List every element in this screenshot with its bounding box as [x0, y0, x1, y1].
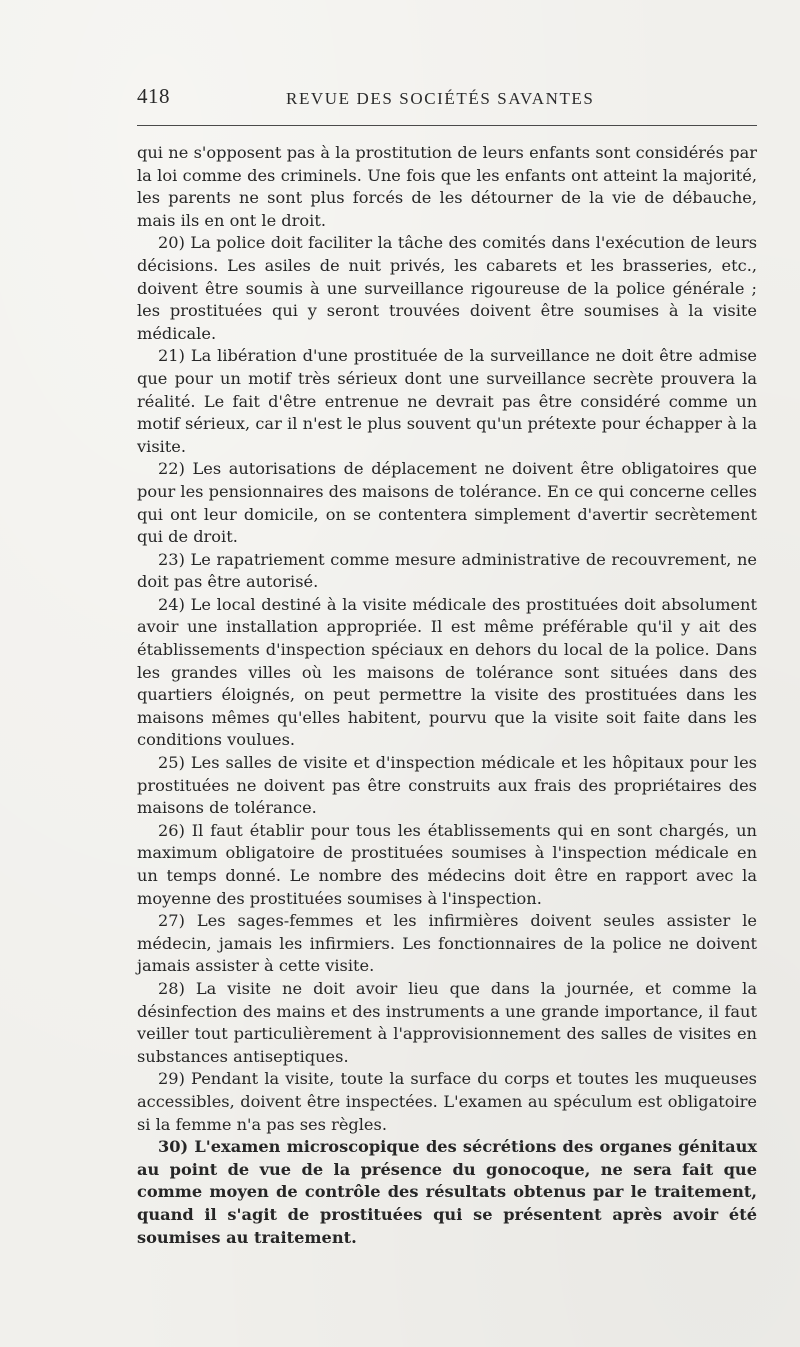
paragraph-item-20: 20) La police doit faciliter la tâche des comités dans l'exécution de leurs décisions. Les asiles de nuit privés, les cabarets et les brasseries, etc., doivent être soumis à une surveillance rigoureuse de la police générale ; les prostituées qui y seront trouvées doivent être soumises à la visite médicale. — [137, 233, 757, 343]
page-header — [137, 84, 755, 114]
paragraph-item-29: 29) Pendant la visite, toute la surface du corps et toutes les muqueuses accessibles, doivent être inspectées. L'examen au spéculum est obligatoire si la femme n'a pas ses règles. — [137, 1069, 757, 1134]
running-head: REVUE DES SOCIÉTÉS SAVANTES — [286, 89, 595, 108]
header-rule — [137, 125, 757, 126]
page-number: 418 — [137, 84, 170, 108]
paragraph-item-22: 22) Les autorisations de déplacement ne doivent être obligatoires que pour les pensionnaires des maisons de tolérance. En ce qui concerne celles qui ont leur domicile, on se contentera simplement d'avertir secrètement qui de droit. — [137, 459, 757, 547]
paragraph-item-24: 24) Le local destiné à la visite médicale des prostituées doit absolument avoir une installation appropriée. Il est même préférable qu'il y ait des établissements d'inspection spéciaux en dehors du local de la police. Dans les grandes villes où les maisons de tolérance sont situées dans des quartiers éloignés, on peut permettre la visite des prostituées dans les maisons mêmes qu'elles habitent, pourvu que la visite soit faite dans les conditions voulues. — [137, 594, 757, 750]
paragraph-item-28: 28) La visite ne doit avoir lieu que dans la journée, et comme la désinfection des mains et des instruments a une grande importance, il faut veiller tout particulièrement à l'approvisionnement des salles de visites en substances antiseptiques. — [137, 978, 757, 1066]
body-text — [137, 142, 757, 1249]
paragraph-item-25: 25) Les salles de visite et d'inspection médicale et les hôpitaux pour les prostituées ne doivent pas être construits aux frais des propriétaires des maisons de tolérance. — [137, 753, 757, 818]
paragraph-item-26: 26) Il faut établir pour tous les établissements qui en sont chargés, un maximum obligatoire de prostituées soumises à l'inspection médicale en un temps donné. Le nombre des médecins doit être en rapport avec la moyenne des prostituées soumises à l'inspection. — [137, 820, 757, 908]
paragraph-item-27: 27) Les sages-femmes et les infirmières doivent seules assister le médecin, jamais les infirmiers. Les fonctionnaires de la police ne doivent jamais assister à cette visite. — [137, 911, 757, 976]
paragraph-item-30: 30) L'examen microscopique des sécrétions des organes génitaux au point de vue de la présence du gonocoque, ne sera fait que comme moyen de contrôle des résultats obtenus par le traitement, quand il s'agit de prostituées qui se présentent après avoir été soumises au traitement. — [137, 1137, 757, 1247]
paragraph-item-23: 23) Le rapatriement comme mesure administrative de recouvrement, ne doit pas être autorisé. — [137, 549, 757, 592]
paragraph-item-21: 21) La libération d'une prostituée de la surveillance ne doit être admise que pour un motif très sérieux dont une surveillance secrète prouvera la réalité. Le fait d'être entrenue ne devrait pas être considéré comme un motif sérieux, car il n'est le plus souvent qu'un prétexte pour échapper à la visite. — [137, 346, 757, 456]
paragraph-continuation: qui ne s'opposent pas à la prostitution de leurs enfants sont considérés par la loi comme des criminels. Une fois que les enfants ont atteint la majorité, les parents ne sont plus forcés de les détourner de la vie de débauche, mais ils en ont le droit. — [137, 143, 757, 230]
